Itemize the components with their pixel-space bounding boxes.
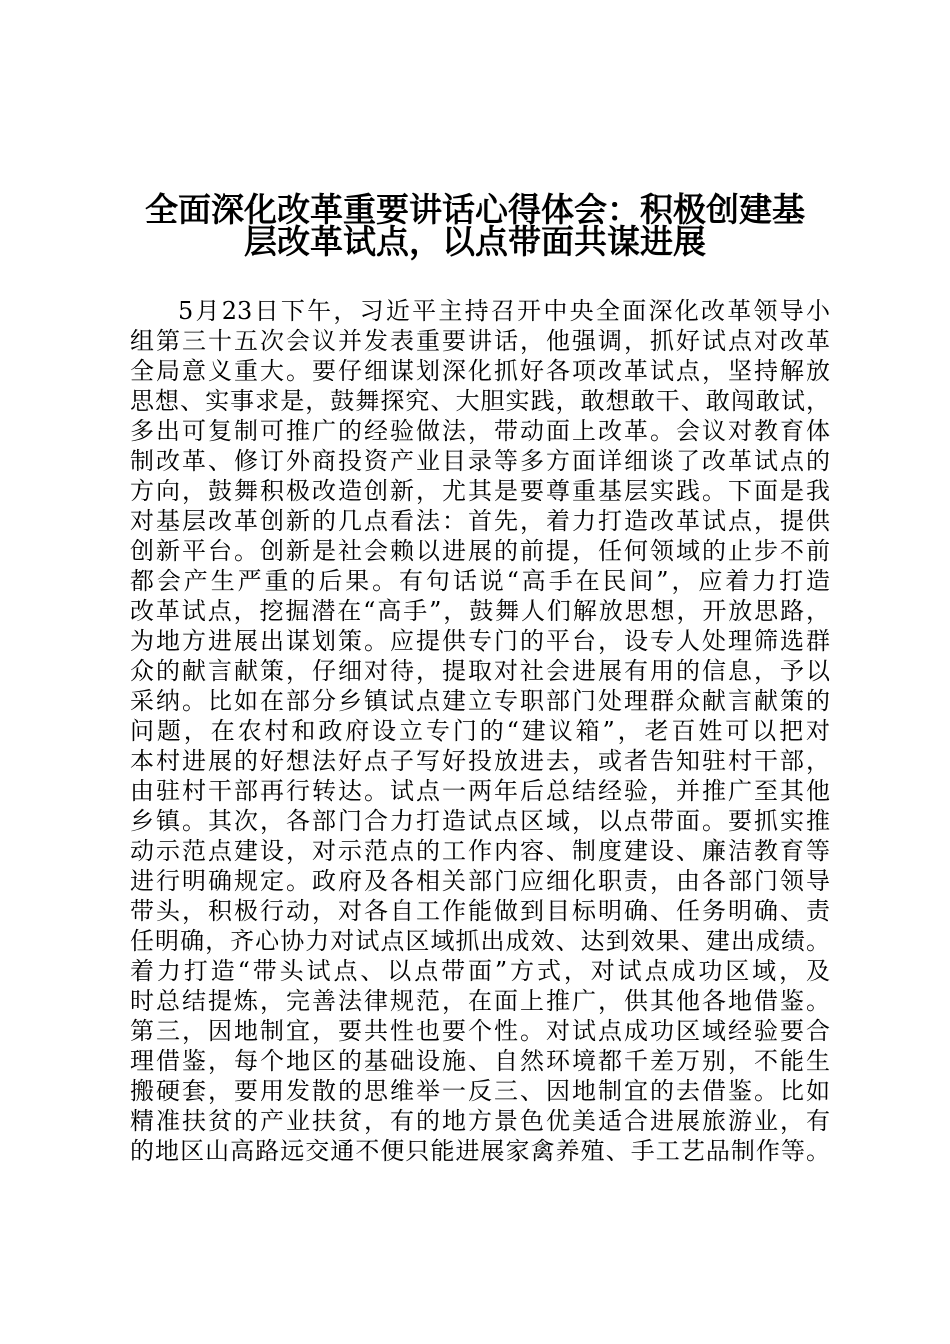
body-line: 改革试点，挖掘潜在“高手”，鼓舞人们解放思想，开放思路， [130,597,830,625]
body-line: 进行明确规定。政府及各相关部门应细化职责，由各部门领导 [130,867,830,895]
body-line: 众的献言献策，仔细对待，提取对社会进展有用的信息，予以 [130,657,830,685]
body-line: 带头，积极行动，对各自工作能做到目标明确、任务明确、责 [130,897,830,925]
body-line: 思想、实事求是，鼓舞探究、大胆实践，敢想敢干、敢闯敢试， [130,387,830,415]
body-line: 第三，因地制宜，要共性也要个性。对试点成功区域经验要合 [130,1017,830,1045]
body-line: 乡镇。其次，各部门合力打造试点区域，以点带面。要抓实推 [130,807,830,835]
body-line: 由驻村干部再行转达。试点一两年后总结经验，并推广至其他 [130,777,830,805]
body-line: 全局意义重大。要仔细谋划深化抓好各项改革试点，坚持解放 [130,357,830,385]
body-line: 的地区山高路远交通不便只能进展家禽养殖、手工艺品制作等。 [130,1137,830,1165]
body-line: 方向，鼓舞积极改造创新，尤其是要尊重基层实践。下面是我 [130,477,830,505]
body-line: 制改革、修订外商投资产业目录等多方面详细谈了改革试点的 [130,447,830,475]
document-body [130,296,830,1166]
document-title-line-1: 全面深化改革重要讲话心得体会：积极创建基 [145,190,805,229]
body-line: 创新平台。创新是社会赖以进展的前提，任何领域的止步不前 [130,537,830,565]
body-line: 精准扶贫的产业扶贫，有的地方景色优美适合进展旅游业，有 [130,1107,830,1135]
body-line: 都会产生严重的后果。有句话说“高手在民间”，应着力打造 [130,567,830,595]
body-line: 搬硬套，要用发散的思维举一反三、因地制宜的去借鉴。比如 [130,1077,830,1105]
body-line: 对基层改革创新的几点看法：首先，着力打造改革试点，提供 [130,507,830,535]
body-line: 本村进展的好想法好点子写好投放进去，或者告知驻村干部， [130,747,830,775]
body-line: 理借鉴，每个地区的基础设施、自然环境都千差万别，不能生 [130,1047,830,1075]
body-line: 问题，在农村和政府设立专门的“建议箱”，老百姓可以把对 [130,717,830,745]
body-line: 5月23日下午，习近平主持召开中央全面深化改革领导小 [178,297,830,325]
body-line: 着力打造“带头试点、以点带面”方式，对试点成功区域，及 [130,957,830,985]
body-line: 任明确，齐心协力对试点区域抓出成效、达到效果、建出成绩。 [130,927,830,955]
document-title-line-2: 层改革试点，以点带面共谋进展 [244,222,706,261]
body-line: 采纳。比如在部分乡镇试点建立专职部门处理群众献言献策的 [130,687,830,715]
body-line: 动示范点建设，对示范点的工作内容、制度建设、廉洁教育等 [130,837,830,865]
body-line: 多出可复制可推广的经验做法，带动面上改革。会议对教育体 [130,417,830,445]
body-line: 时总结提炼，完善法律规范，在面上推广，供其他各地借鉴。 [130,987,830,1015]
body-line: 为地方进展出谋划策。应提供专门的平台，设专人处理筛选群 [130,627,830,655]
body-line: 组第三十五次会议并发表重要讲话，他强调，抓好试点对改革 [130,327,830,355]
